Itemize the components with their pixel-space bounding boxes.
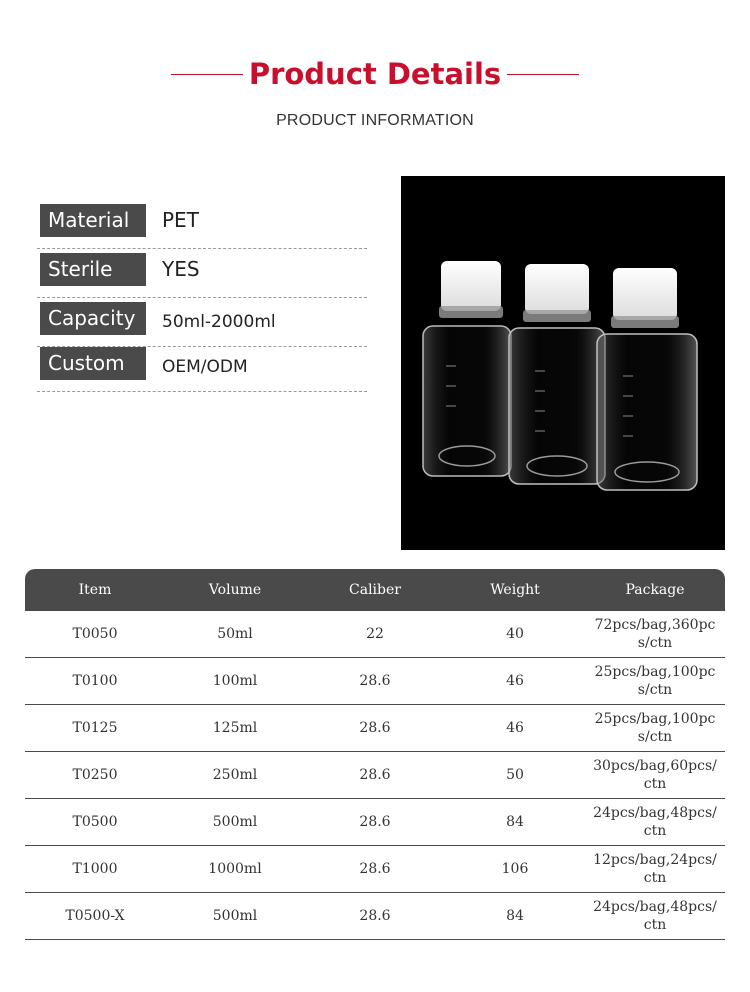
cell-item: T1000 <box>72 861 118 877</box>
cell-package: 72pcs/bag,360pcs/ctn <box>594 617 716 651</box>
cell-item: T0500 <box>72 814 118 830</box>
spec-label: Capacity <box>40 302 146 335</box>
bottle-right <box>597 268 697 490</box>
title-line-right <box>507 74 579 75</box>
spec-label: Sterile <box>40 253 146 286</box>
cell-weight: 50 <box>506 767 524 783</box>
cell-item: T0100 <box>72 673 118 689</box>
cell-weight: 40 <box>506 626 524 642</box>
table-row <box>25 846 725 893</box>
bottle-left <box>423 261 511 476</box>
cell-volume: 125ml <box>212 720 258 736</box>
cell-volume: 50ml <box>217 626 253 642</box>
header-cell-item: Item <box>78 582 112 598</box>
table-row <box>25 893 725 940</box>
cell-volume: 500ml <box>212 814 258 830</box>
spec-row-custom <box>37 347 367 392</box>
spec-row-material <box>37 204 367 249</box>
cell-package: 24pcs/bag,48pcs/ctn <box>593 805 717 839</box>
cell-item: T0500-X <box>65 908 125 924</box>
table-header <box>25 569 725 611</box>
cell-package: 25pcs/bag,100pcs/ctn <box>594 664 716 698</box>
table-row <box>25 752 725 799</box>
table-row <box>25 658 725 705</box>
cell-package: 24pcs/bag,48pcs/ctn <box>593 899 717 933</box>
cell-package: 30pcs/bag,60pcs/ctn <box>593 758 717 792</box>
cell-caliber: 28.6 <box>359 767 391 783</box>
cell-weight: 84 <box>506 814 524 830</box>
cell-weight: 84 <box>506 908 524 924</box>
cell-volume: 500ml <box>212 908 258 924</box>
product-photo <box>401 176 725 550</box>
cell-volume: 1000ml <box>208 861 262 877</box>
cell-package: 25pcs/bag,100pcs/ctn <box>594 711 716 745</box>
table-row <box>25 611 725 658</box>
header-cell-package: Package <box>625 582 685 598</box>
spec-table <box>25 569 725 940</box>
spec-row-sterile <box>37 253 367 298</box>
cell-caliber: 28.6 <box>359 673 391 689</box>
cell-caliber: 28.6 <box>359 720 391 736</box>
page-title: Product Details <box>248 57 502 91</box>
page-subtitle: PRODUCT INFORMATION <box>276 112 474 129</box>
title-line-left <box>171 74 243 75</box>
bottles-illustration <box>401 176 725 550</box>
spec-label: Custom <box>40 347 146 380</box>
cell-package: 12pcs/bag,24pcs/ctn <box>593 852 717 886</box>
cell-weight: 46 <box>506 673 524 689</box>
table-row <box>25 799 725 846</box>
cell-caliber: 28.6 <box>359 814 391 830</box>
cell-caliber: 28.6 <box>359 861 391 877</box>
spec-value: YES <box>162 257 200 281</box>
bottle-middle <box>509 264 605 484</box>
cell-weight: 106 <box>501 861 529 877</box>
cell-item: T0250 <box>72 767 118 783</box>
header-cell-volume: Volume <box>208 582 262 598</box>
cell-caliber: 28.6 <box>359 908 391 924</box>
spec-label: Material <box>40 204 146 237</box>
cell-volume: 250ml <box>212 767 258 783</box>
spec-value: PET <box>162 208 199 232</box>
cell-volume: 100ml <box>212 673 258 689</box>
spec-value: 50ml-2000ml <box>162 312 276 332</box>
cell-caliber: 22 <box>366 626 384 642</box>
spec-row-capacity <box>37 302 367 347</box>
header-cell-caliber: Caliber <box>349 582 401 598</box>
table-row <box>25 705 725 752</box>
title-row <box>0 52 750 96</box>
cell-weight: 46 <box>506 720 524 736</box>
header-cell-weight: Weight <box>490 582 540 598</box>
spec-value: OEM/ODM <box>162 357 248 377</box>
cell-item: T0125 <box>72 720 118 736</box>
cell-item: T0050 <box>72 626 118 642</box>
